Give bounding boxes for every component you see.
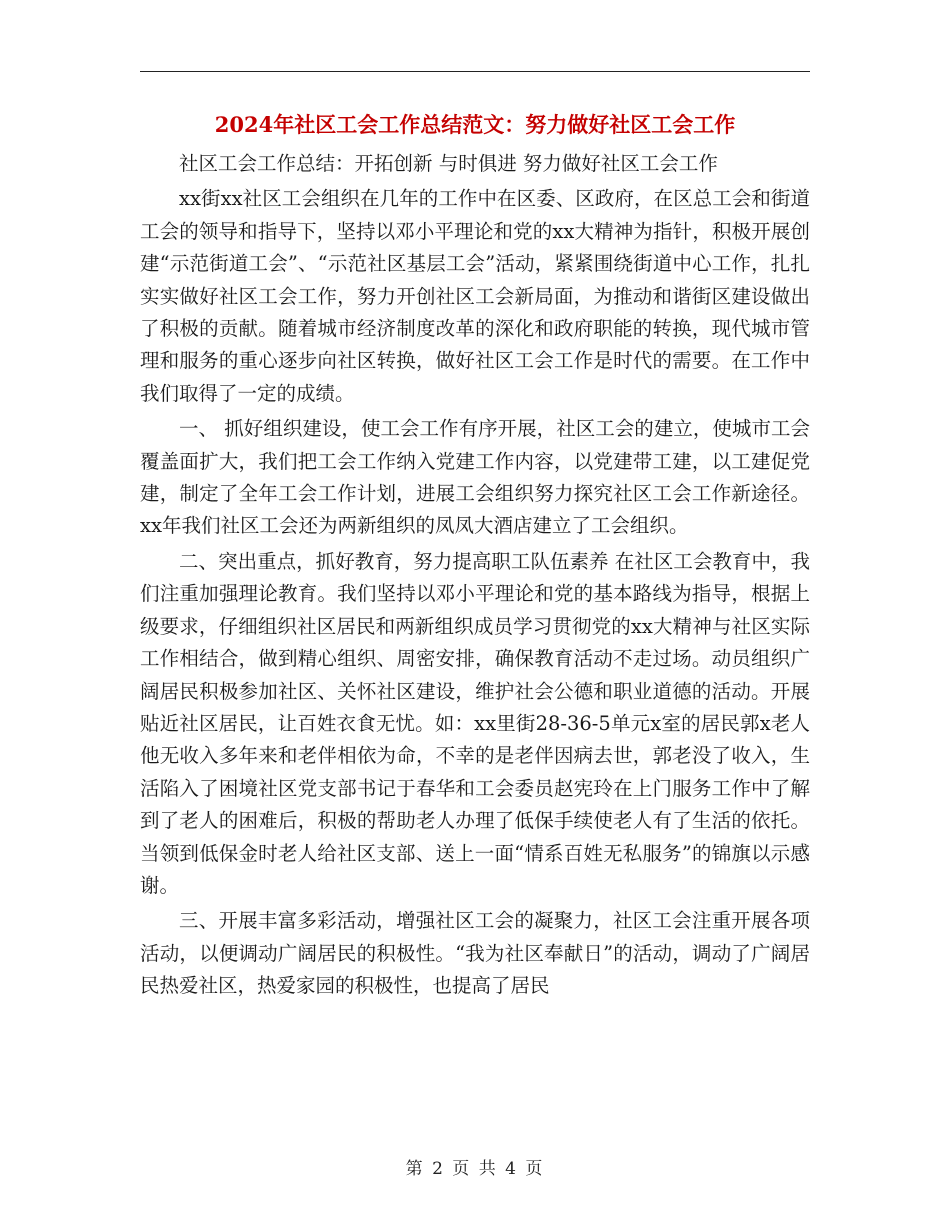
header-rule: [140, 71, 810, 72]
body-paragraph: xx街xx社区工会组织在几年的工作中在区委、区政府，在区总工会和街道工会的领导和指导下，坚持以邓小平理论和党的xx大精神为指针，积极开展创建“示范街道工会”、“示范社区基层工会”活动，紧紧围绕街道中心工作，扎扎实实做好社区工会工作，努力开创社区工会新局面，为推动和谐街区建设做出了积极的贡献。随着城市经济制度改革的深化和政府职能的转换，现代城市管理和服务的重心逐步向社区转换，做好社区工会工作是时代的需要。在工作中我们取得了一定的成绩。: [140, 187, 810, 405]
page-footer: 第 2 页 共 4 页: [405, 1159, 545, 1179]
document-body: [140, 148, 810, 1006]
subtitle-paragraph: 社区工会工作总结：开拓创新 与时俱进 努力做好社区工会工作: [179, 152, 718, 175]
body-paragraph: 二、突出重点，抓好教育，努力提高职工队伍素养 在社区工会教育中，我们注重加强理论教育。我们坚持以邓小平理论和党的基本路线为指导，根据上级要求，仔细组织社区居民和两新组织成员学习贯彻党的xx大精神与社区实际工作相结合，做到精心组织、周密安排，确保教育活动不走过场。动员组织广阔居民积极参加社区、关怀社区建设，维护社会公德和职业道德的活动。开展贴近社区居民，让百姓衣食无忧。如：xx里街28-36-5单元x室的居民郭x老人他无收入多年来和老伴相依为命，不幸的是老伴因病去世，郭老没了收入，生活陷入了困境社区党支部书记于春华和工会委员赵宪玲在上门服务工作中了解到了老人的困难后，积极的帮助老人办理了低保手续使老人有了生活的依托。当领到低保金时老人给社区支部、送上一面“情系百姓无私服务”的锦旗以示感谢。: [140, 549, 810, 897]
body-paragraph: 三、开展丰富多彩活动，增强社区工会的凝聚力，社区工会注重开展各项活动，以便调动广阔居民的积极性。“我为社区奉献日”的活动，调动了广阔居民热爱社区，热爱家园的积极性，也提高了居民: [140, 909, 810, 998]
document-title: 2024年社区工会工作总结范文：努力做好社区工会工作: [214, 112, 736, 137]
body-paragraph: 一、 抓好组织建设，使工会工作有序开展，社区工会的建立，使城市工会覆盖面扩大，我们把工会工作纳入党建工作内容，以党建带工建，以工建促党建，制定了全年工会工作计划，进展工会组织努力探究社区工会工作新途径。xx年我们社区工会还为两新组织的凤凤大酒店建立了工会组织。: [140, 417, 810, 538]
